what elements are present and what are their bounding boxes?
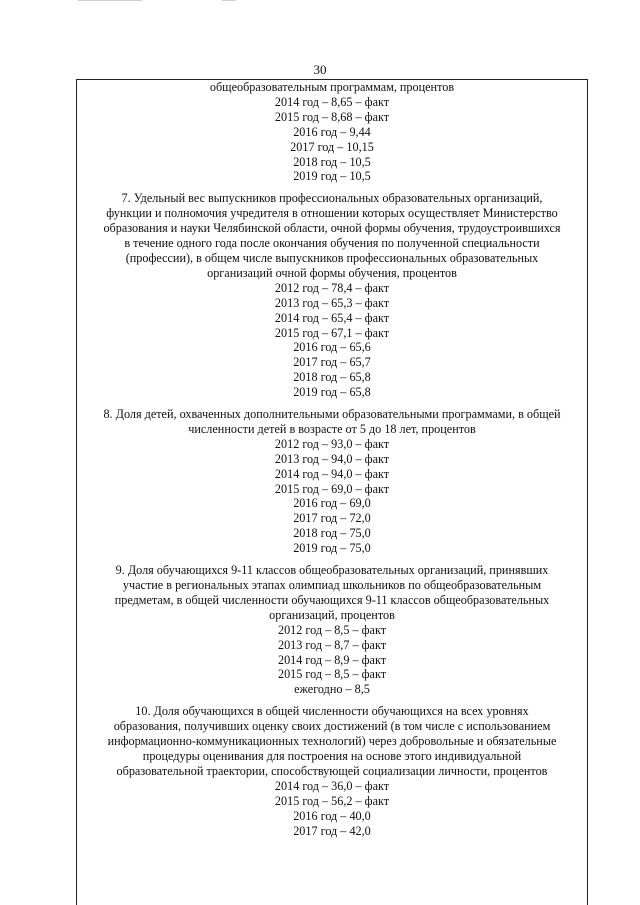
value-line: 2017 год – 42,0 (293, 823, 371, 838)
value-line: 2019 год – 75,0 (293, 541, 371, 556)
indicator-heading (85, 704, 579, 779)
indicator-values (85, 779, 579, 839)
heading-line: 9. Доля обучающихся 9-11 классов общеобразовательных организаций, принявших (115, 563, 549, 578)
value-line: 2013 год – 8,7 – факт (277, 637, 387, 652)
heading-line: образования и науки Челябинской области, очной формы обучения, трудоустроившихся (103, 221, 561, 236)
value-line: 2019 год – 10,5 (293, 169, 371, 184)
value-line: 2016 год – 9,44 (293, 124, 371, 139)
value-line: 2017 год – 10,15 (290, 139, 374, 154)
value-line: 2018 год – 75,0 (293, 526, 371, 541)
indicator-heading (85, 191, 579, 280)
value-line: 2016 год – 65,6 (293, 340, 371, 355)
value-line: 2014 год – 8,9 – факт (277, 652, 387, 667)
heading-line: организаций очной формы обучения, процентов (207, 265, 457, 280)
heading-line: 7. Удельный вес выпускников профессиональных образовательных организаций, (121, 191, 543, 206)
value-line: 2014 год – 94,0 – факт (274, 466, 390, 481)
indicator-heading (85, 80, 579, 95)
indicator-values (85, 281, 579, 400)
heading-line: (профессии), в общем числе выпускников профессиональных образовательных (125, 250, 539, 265)
scan-artifact-right (222, 0, 236, 1)
indicator-values (85, 623, 579, 698)
value-line: 2015 год – 67,1 – факт (274, 325, 390, 340)
value-line: 2013 год – 65,3 – факт (274, 295, 390, 310)
value-line: 2014 год – 8,65 – факт (274, 94, 390, 109)
value-line: 2014 год – 36,0 – факт (274, 778, 390, 793)
heading-line: организаций, процентов (269, 607, 395, 622)
value-line: 2012 год – 78,4 – факт (274, 280, 390, 295)
document-body (77, 80, 587, 838)
value-line: 2015 год – 69,0 – факт (274, 481, 390, 496)
value-line: 2015 год – 8,5 – факт (277, 667, 387, 682)
value-line: 2012 год – 93,0 – факт (274, 436, 390, 451)
heading-line: участие в региональных этапах олимпиад школьников по общеобразовательным (122, 578, 542, 592)
table-cell-frame (76, 79, 588, 905)
indicator-section (85, 407, 579, 556)
value-line: 2016 год – 40,0 (293, 808, 371, 823)
heading-line: образовательной траектории, способствующей социализации личности, процентов (116, 763, 548, 778)
value-line: 2013 год – 94,0 – факт (274, 451, 390, 466)
value-line: 2016 год – 69,0 (293, 496, 371, 511)
value-line: 2015 год – 8,68 – факт (274, 109, 390, 124)
indicator-section (85, 563, 579, 697)
value-line: 2015 год – 56,2 – факт (274, 793, 390, 808)
indicator-section (85, 704, 579, 838)
heading-line: образования, получивших оценку своих достижений (в том числе с использованием (113, 719, 551, 734)
value-line: 2017 год – 72,0 (293, 511, 371, 526)
heading-line: в течение одного года после окончания обучения по полученной специальности (124, 236, 540, 251)
indicator-values (85, 437, 579, 556)
heading-line: процедуры оценивания для построения на основе этого индивидуальной (142, 748, 522, 763)
heading-line: 10. Доля обучающихся в общей численности обучающихся на всех уровнях (135, 704, 529, 719)
heading-line: 8. Доля детей, охваченных дополнительными образовательными программами, в общей (103, 407, 561, 422)
heading-line: функции и полномочия учредителя в отношении которых осуществляет Министерство (106, 206, 558, 221)
value-line: 2012 год – 8,5 – факт (277, 622, 387, 637)
page-number: 30 (313, 62, 327, 77)
value-line: 2017 год – 65,7 (293, 355, 371, 370)
value-line: ежегодно – 8,5 (294, 682, 370, 697)
heading-line: численности детей в возрасте от 5 до 18 лет, процентов (188, 421, 476, 436)
value-line: 2018 год – 65,8 (293, 370, 371, 385)
value-line: 2019 год – 65,8 (293, 385, 371, 400)
value-line: 2014 год – 65,4 – факт (274, 310, 390, 325)
value-line: 2018 год – 10,5 (293, 154, 371, 169)
indicator-section (85, 80, 579, 184)
indicator-values (85, 95, 579, 184)
heading-line: общеобразовательным программам, процентов (209, 80, 455, 94)
scan-artifact-left (78, 0, 142, 1)
heading-line: предметам, в общей численности обучающихся 9-11 классов общеобразовательных (114, 592, 550, 607)
indicator-heading (85, 563, 579, 623)
heading-line: информационно-коммуникационных технологий) через добровольные и обязательные (107, 734, 557, 749)
indicator-section (85, 191, 579, 400)
indicator-heading (85, 407, 579, 437)
